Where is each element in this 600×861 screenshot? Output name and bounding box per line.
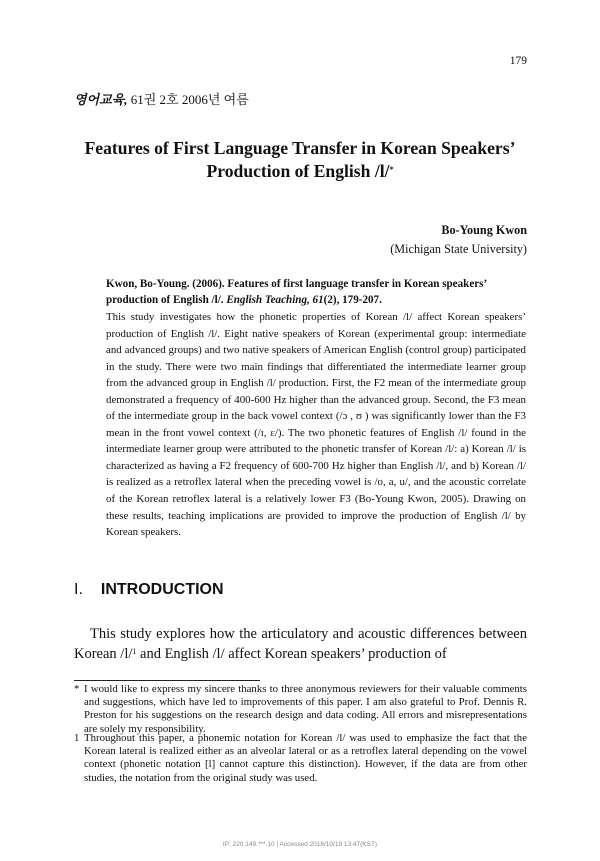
body-text-part-2: and English /l/ affect Korean speakers’ production of — [136, 646, 447, 662]
title-line-2 — [60, 160, 540, 183]
footnote-reference: 1 — [132, 647, 137, 656]
footnote-acknowledgement — [74, 683, 527, 736]
citation-text: Kwon, Bo-Young. (2006). Features of first language transfer in Korean speakers’ production of English /l/. — [106, 278, 487, 306]
section-heading — [74, 581, 224, 599]
section-title: INTRODUCTION — [100, 581, 224, 598]
abstract: This study investigates how the phonetic properties of Korean /l/ affect Korean speakers’ production of English /l/. Eight native speakers of Korean (experimental group: intermediate and advanced groups) and two native speakers of American English (control group) participated in the study. There were two main findings that differentiated the intermediate learner group from the advanced group in English /l/ production. First, the F2 mean of the intermediate group demonstrated a frequency of 400-600 Hz higher than the advanced group. Second, the F3 mean of the intermediate group in the back vowel context (/ɔ , ʊ ) was significantly lower than the F3 mean in the front vowel context (/ɪ, ɛ/). The two phonetic features of English /l/ found in the intermediate learner group were attributed to the phonetic transfer of Korean /l/: a) Korean /l/ is characterized as having a F2 frequency of 600-700 Hz higher than English /l/, and b) Korean /l/ is realized as a retroflex lateral when the preceding vowel is /o, a, u/, and the acoustic correlate of the Korean retroflex lateral is a relatively lower F3 (Bo-Young Kwon, 2005). Drawing on these results, teaching implications are provided to improve the production of English /l/ by Korean speakers. — [106, 311, 526, 539]
title-line-1: Features of First Language Transfer in Korean Speakers’ — [84, 138, 516, 158]
author-affiliation: (Michigan State University) — [390, 242, 527, 256]
footnote-text: Throughout this paper, a phonemic notation for Korean /l/ was used to emphasize the fact that the Korean lateral is realized either as an alveolar lateral or as a retroflex lateral depending on the vowel context (phonetic notation [l] cannot capture this distinction). However, if the data are from other studies, the notation from the original study was used. — [84, 732, 527, 784]
section-number: I. — [74, 581, 83, 598]
footnote-notation — [74, 732, 527, 785]
journal-name: 영어교육, — [74, 92, 128, 107]
journal-issue: 61권 2호 2006년 여름 — [127, 92, 249, 107]
author-name: Bo-Young Kwon — [441, 223, 527, 237]
journal-header — [74, 89, 249, 108]
footnote-mark: * — [74, 683, 80, 695]
body-text-part-1: This study explores how the articulatory and acoustic differences between Korean /l/ — [74, 626, 527, 662]
title-footnote-marker: * — [389, 165, 394, 174]
footnote-divider — [74, 680, 260, 681]
footnote-text: I would like to express my sincere thanks to three anonymous reviewers for their valuable comments and suggestions, which have led to improvements of this paper. I am also grateful to Prof. Dennis R. Preston for his suggestions on the research design and data coding. All errors and misrepresentations are solely my responsibility. — [84, 683, 527, 735]
access-footer: IP: 220.149.***.10 | Accessed 2018/10/19 13:47(KST) — [222, 841, 378, 848]
body-paragraph — [74, 624, 527, 664]
footnote-mark: 1 — [74, 732, 80, 744]
title-line-2-text: Production of English /l/ — [206, 161, 390, 181]
citation-pages: (2), 179-207. — [323, 294, 382, 306]
citation — [106, 276, 526, 308]
paper-title — [60, 137, 540, 183]
page-number: 179 — [509, 55, 527, 67]
citation-journal: English Teaching, 61 — [226, 294, 324, 306]
author-block — [390, 221, 527, 259]
